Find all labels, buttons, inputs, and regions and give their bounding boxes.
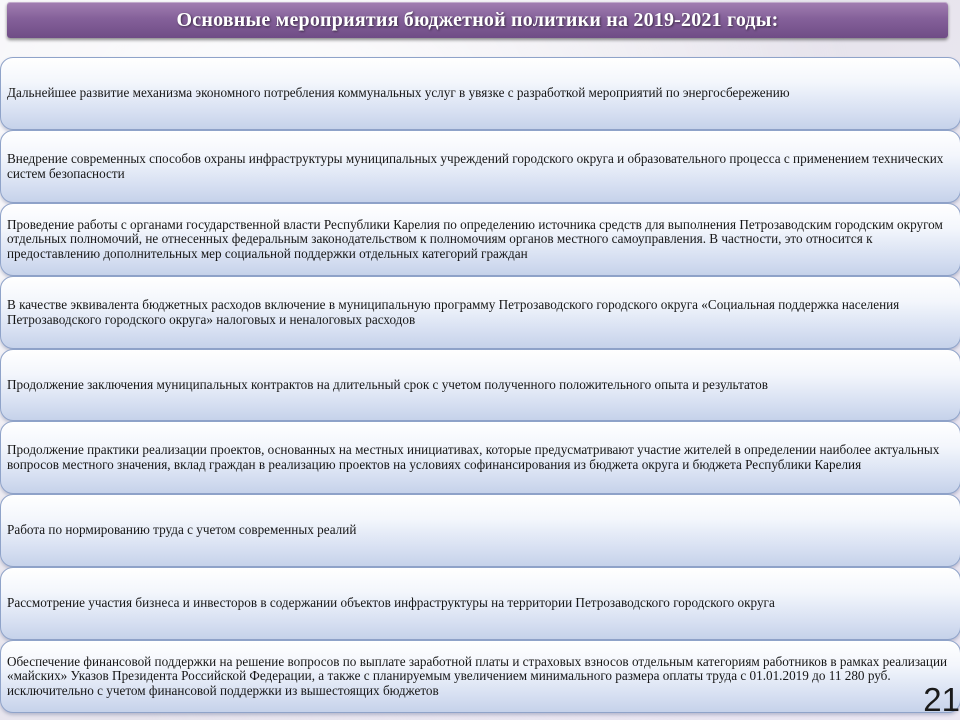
list-item-text: Внедрение современных способов охраны инфраструктуры муниципальных учреждений городского округа и образовательного процесса с применением технических систем безопасности: [7, 150, 944, 181]
list-item-text: Работа по нормированию труда с учетом современных реалий: [7, 522, 357, 538]
list-item-text: Рассмотрение участия бизнеса и инвесторов в содержании объектов инфраструктуры на территории Петрозаводского городского округа: [7, 595, 775, 611]
list-item: [0, 421, 960, 494]
list-item: [0, 640, 960, 713]
list-item-text: Проведение работы с органами государственной власти Республики Карелия по определению источника средств для выполнения Петрозаводским городским округом отдельных полномочий, не отнесенных федеральным законодательством к полномочиям органов местного самоуправления. В частности, это относится к предоставлению дополнительных мер социальной поддержки отдельных категорий граждан: [7, 216, 943, 261]
title-bar: [7, 2, 948, 38]
list-item-text: В качестве эквивалента бюджетных расходов включение в муниципальную программу Петрозаводского городского округа «Социальная поддержка населения Петрозаводского городского округа» налоговых и неналоговых расходов: [7, 296, 900, 327]
list-item: [0, 130, 960, 203]
list-item: [0, 57, 960, 130]
list-item: [0, 203, 960, 276]
page-title: Основные мероприятия бюджетной политики на 2019-2021 годы:: [176, 8, 779, 31]
list-item-text: Дальнейшее развитие механизма экономного потребления коммунальных услуг в увязке с разработкой мероприятий по энергосбережению: [7, 85, 790, 101]
list-item-text: Обеспечение финансовой поддержки на решение вопросов по выплате заработной платы и страховых взносов отдельным категориям работников в рамках реализации «майских» Указов Президента Российской Федерации, а также с планируемым увеличением минимального размера оплаты труда с 01.01.2019 до 11 280 руб. исключительно с учетом финансовой поддержки из вышестоящих бюджетов: [7, 653, 948, 698]
list-item-text: Продолжение заключения муниципальных контрактов на длительный срок с учетом полученного положительного опыта и результатов: [7, 376, 768, 392]
list-item: [0, 567, 960, 640]
list-item: [0, 494, 960, 567]
page-number: 21: [923, 681, 960, 718]
list-item: [0, 349, 960, 421]
list-item: [0, 276, 960, 349]
list-item-text: Продолжение практики реализации проектов, основанных на местных инициативах, которые предусматривают участие жителей в определении наиболее актуальных вопросов местного значения, вклад граждан в реализацию проектов на условиях софинансирования из бюджета округа и бюджета Республики Карелия: [7, 441, 940, 472]
